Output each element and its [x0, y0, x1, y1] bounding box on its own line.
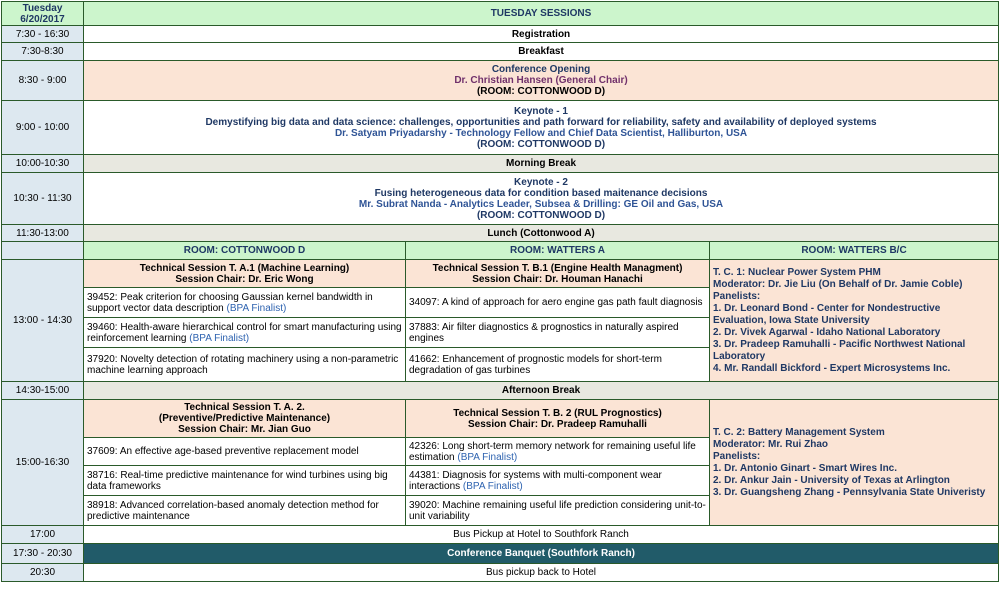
session-chair: Session Chair: Dr. Pradeep Ramuhalli [468, 418, 647, 430]
panel-line: 2. Dr. Ankur Jain - University of Texas at Arlington [713, 474, 950, 486]
room-header-watters-bc: ROOM: WATTERS B/C [710, 242, 999, 260]
session-title: Technical Session T. A.1 (Machine Learning) [139, 262, 350, 274]
registration-row: Registration [84, 26, 999, 43]
session-header [84, 260, 406, 288]
lunch-row: Lunch (Cottonwood A) [84, 225, 999, 242]
panel-line: Moderator: Dr. Jie Liu (On Behalf of Dr. Jamie Coble) [713, 278, 963, 290]
opening-speaker: Dr. Christian Hansen (General Chair) [454, 75, 628, 86]
paper-item: 42326: Long short-term memory network for remaining useful life estimation (BPA Finalist) [406, 438, 710, 466]
session-header [84, 400, 406, 438]
day-label: Tuesday [22, 2, 63, 14]
keynote2-title: Keynote - 2 [514, 176, 568, 188]
bus-pickup-row: Bus Pickup at Hotel to Southfork Ranch [84, 526, 999, 544]
panel-line: 4. Mr. Randall Bickford - Expert Microsystems Inc. [713, 362, 951, 374]
time-cell: 14:30-15:00 [2, 382, 84, 400]
opening-room: (ROOM: COTTONWOOD D) [476, 86, 606, 97]
session-chair: Session Chair: Mr. Jian Guo [178, 424, 311, 435]
keynote1-speaker: Dr. Satyam Priyadarshy - Technology Fellow and Chief Data Scientist, Halliburton, USA [334, 127, 748, 139]
bpa-finalist-badge: (BPA Finalist) [189, 332, 250, 344]
keynote1-topic: Demystifying big data and data science: challenges, opportunities and path forward for reliability, safety and availability of deployed systems [205, 116, 877, 128]
room-header-watters-a: ROOM: WATTERS A [406, 242, 710, 260]
panel-line: Panelists: [713, 290, 761, 302]
time-cell: 17:30 - 20:30 [2, 544, 84, 564]
keynote2-topic: Fusing heterogeneous data for condition based maitenance decisions [374, 187, 708, 199]
bpa-finalist-badge: (BPA Finalist) [226, 302, 287, 314]
time-cell [2, 242, 84, 260]
panel-line: 2. Dr. Vivek Agarwal - Idaho National Laboratory [713, 326, 941, 338]
panel-line: 3. Dr. Guangsheng Zhang - Pennsylvania State Univeristy [713, 486, 986, 498]
paper-item: 37609: An effective age-based preventive replacement model [84, 438, 406, 466]
session-title: Technical Session T. B. 2 (RUL Prognostics) [453, 407, 662, 419]
panel-line: Moderator: Mr. Rui Zhao [713, 438, 828, 450]
keynote2-room: (ROOM: COTTONWOOD D) [476, 209, 606, 221]
afternoon-break-row: Afternoon Break [84, 382, 999, 400]
keynote1-title: Keynote - 1 [514, 105, 568, 117]
bus-return-row: Bus pickup back to Hotel [84, 564, 999, 582]
paper-item: 41662: Enhancement of prognostic models for short-term degradation of gas turbines [406, 348, 710, 382]
session-title: (Preventive/Predictive Maintenance) [158, 413, 331, 424]
session-chair: Session Chair: Dr. Houman Hanachi [472, 273, 643, 285]
paper-item: 39452: Peak criterion for choosing Gaussian kernel bandwidth in support vector data description (BPA Finalist) [84, 288, 406, 318]
panel-session [710, 400, 999, 526]
paper-item: 34097: A kind of approach for aero engine gas path fault diagnosis [406, 288, 710, 318]
session-header [406, 260, 710, 288]
morning-break-row: Morning Break [84, 155, 999, 173]
banquet-row: Conference Banquet (Southfork Ranch) [84, 544, 999, 564]
time-cell: 11:30-13:00 [2, 225, 84, 242]
time-cell: 8:30 - 9:00 [2, 61, 84, 101]
room-header-cottonwood: ROOM: COTTONWOOD D [84, 242, 406, 260]
schedule-table [1, 1, 999, 582]
time-cell: 10:30 - 11:30 [2, 173, 84, 225]
session-title: Technical Session T. B.1 (Engine Health Managment) [432, 262, 683, 274]
paper-item: 38918: Advanced correlation-based anomaly detection method for predictive maintenance [84, 496, 406, 526]
panel-line: T. C. 2: Battery Management System [713, 426, 885, 438]
session-chair: Session Chair: Dr. Eric Wong [175, 273, 314, 285]
panel-line: Panelists: [713, 450, 761, 462]
opening-row [84, 61, 999, 101]
keynote1-row [84, 101, 999, 155]
time-cell: 9:00 - 10:00 [2, 101, 84, 155]
time-cell: 15:00-16:30 [2, 400, 84, 526]
time-cell: 20:30 [2, 564, 84, 582]
bpa-finalist-badge: (BPA Finalist) [462, 480, 523, 492]
paper-item: 44381: Diagnosis for systems with multi-component wear interactions (BPA Finalist) [406, 466, 710, 496]
time-cell: 7:30-8:30 [2, 43, 84, 61]
day-cell [2, 2, 84, 26]
time-cell: 7:30 - 16:30 [2, 26, 84, 43]
paper-item: 39020: Machine remaining useful life prediction considering unit-to-unit variability [406, 496, 710, 526]
keynote2-row [84, 173, 999, 225]
bpa-finalist-badge: (BPA Finalist) [457, 451, 518, 463]
keynote2-speaker: Mr. Subrat Nanda - Analytics Leader, Subsea & Drilling: GE Oil and Gas, USA [358, 198, 724, 210]
day-date: 6/20/2017 [20, 13, 65, 25]
session-header [406, 400, 710, 438]
session-title: Technical Session T. A. 2. [184, 402, 305, 413]
panel-line: 3. Dr. Pradeep Ramuhalli - Pacific Northwest National Laboratory [713, 338, 966, 362]
time-cell: 17:00 [2, 526, 84, 544]
panel-line: 1. Dr. Leonard Bond - Center for Nondestructive Evaluation, Iowa State University [713, 302, 941, 326]
breakfast-row: Breakfast [84, 43, 999, 61]
panel-line: 1. Dr. Antonio Ginart - Smart Wires Inc. [713, 462, 898, 474]
keynote1-room: (ROOM: COTTONWOOD D) [476, 138, 606, 150]
opening-title: Conference Opening [491, 64, 591, 75]
time-cell: 10:00-10:30 [2, 155, 84, 173]
paper-item: 39460: Health-aware hierarchical control for smart manufacturing using reinforcement learning (BPA Finalist) [84, 318, 406, 348]
day-title: TUESDAY SESSIONS [84, 2, 999, 26]
panel-session [710, 260, 999, 382]
panel-line: T. C. 1: Nuclear Power System PHM [713, 266, 881, 278]
time-cell: 13:00 - 14:30 [2, 260, 84, 382]
paper-item: 37920: Novelty detection of rotating machinery using a non-parametric machine learning approach [84, 348, 406, 382]
paper-item: 37883: Air filter diagnostics & prognostics in naturally aspired engines [406, 318, 710, 348]
paper-item: 38716: Real-time predictive maintenance for wind turbines using big data frameworks [84, 466, 406, 496]
